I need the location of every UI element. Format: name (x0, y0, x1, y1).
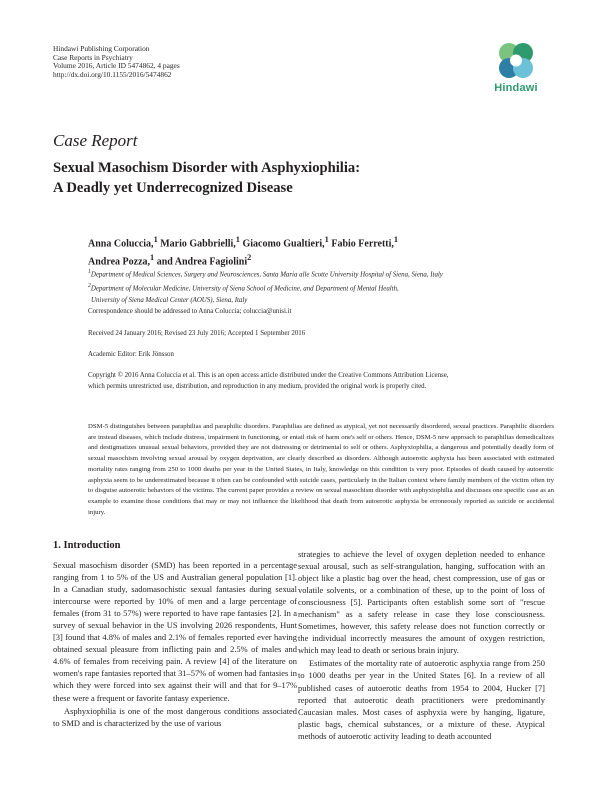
affiliation-2-cont (88, 295, 558, 307)
author-affil-mark: 1 (235, 235, 240, 244)
author-affil-mark: 1 (393, 235, 399, 244)
section-heading: 1. Introduction (53, 540, 121, 551)
author-name: Anna Coluccia, (88, 238, 154, 250)
body-column-left (53, 559, 297, 729)
hindawi-logo-icon (496, 40, 536, 82)
body-paragraph: Estimates of the mortality rate of autoerotic asphyxia range from 250 to 1000 deaths per year in the United States [6]. In a review of all published cases of autoerotic deaths from 1954 to 2004, Hucker [7] reported that autoerotic death practitioners were predominantly Caucasian males. Most cases of asphyxia were by hanging, ligature, plastic bags, chemical substances, or a mixture of these. Atypical methods of autoerotic activity leading to death accounted (298, 658, 545, 741)
affiliation-number: 2 (88, 282, 91, 289)
history-dates: Received 24 January 2016; Revised 23 July 2016; Accepted 1 September 2016 (88, 330, 306, 337)
title-line-2: A Deadly yet Underrecognized Disease (53, 180, 293, 196)
affiliation-text: Department of Medical Sciences, Surgery and Neurosciences, Santa Maria alle Scotte University Hospital of Siena, Siena, Italy (90, 271, 443, 279)
body-paragraph: Asphyxiophilia is one of the most dangerous conditions associated to SMD and is characterized by the use of various (53, 705, 297, 728)
doi-link[interactable]: http://dx.doi.org/10.1155/2016/5474862 (53, 70, 172, 80)
volume-info: Volume 2016, Article ID 5474862, 4 pages (53, 61, 180, 71)
paper-title (53, 158, 533, 198)
author-line-1 (88, 233, 548, 251)
abstract: DSM-5 distinguishes between paraphilias and paraphilic disorders. Paraphilias are defined as atypical, yet not necessarily disordered, sexual practices. Paraphilic disorders are instead diseases, which include distress, impairment in functioning, or entail risk of harm one's self or others. Hence, DSM-5 new approach to paraphilias demedicalizes and destigmatizes unusual sexual behaviors, provided they are not distressing or detrimental to self or others. Asphyxiophilia, a dangerous and potentially deadly form of sexual masochism involving sexual arousal by oxygen deprivation, are clearly described as disorders. Although autoerotic asphyxia has been associated with estimated mortality rates ranging from 250 to 1000 deaths per year in the United States, in Italy, knowledge on this condition is very poor. Episodes of death caused by autoerotic asphyxia seem to be underestimated because it often can be confounded with suicide cases, particularly in the Italian context where family members of the victim often try to disguise autoerotic behaviors of the victims. The current paper provides a review on sexual masochism disorder with asphyxiophilia and discusses one specific case as an example to examine those conditions that may or may not influence the likelihood that death from autoerotic asphyxia be erroneously reported as suicide or accidental injury. (88, 423, 554, 516)
journal-name: Case Reports in Psychiatry (53, 52, 133, 62)
article-type: Case Report (53, 131, 138, 150)
author-name: Giacomo Gualtieri, (239, 238, 325, 250)
logo-text: Hindawi (494, 82, 538, 94)
journal-header (53, 45, 180, 80)
author-affil-mark: 1 (150, 253, 155, 263)
body-paragraph: strategies to achieve the level of oxygen depletion needed to enhance sexual arousal, such as self-strangulation, hanging, suffocation with an object like a plastic bag over the head, chest compression, use of gas or volatile solvents, or a combination of these, up to the point of loss of consciousness [5]. Participants often establish some sort of "rescue mechanism" as a safety release in case they lose consciousness. Sometimes, however, this safety release does not function correctly or the individual incorrectly measures the amount of oxygen restriction, which may lead to death or serious brain injury. (298, 549, 545, 656)
author-list (88, 233, 548, 270)
author-name: Andrea Pozza, (88, 256, 151, 268)
academic-editor: Academic Editor: Erik Jönsson (88, 351, 174, 358)
affiliation-2 (88, 281, 558, 295)
author-affil-mark: 1 (324, 235, 329, 244)
correspondence: Correspondence should be addressed to Anna Coluccia; coluccia@unisi.it (88, 308, 292, 315)
affiliation-text: Department of Molecular Medicine, University of Siena School of Medicine, and Department of Mental Health, (90, 285, 399, 293)
copyright-line-1: Copyright © 2016 Anna Coluccia et al. This is an open access article distributed under the Creative Commons Attribution License, (88, 372, 449, 379)
copyright-line-2: which permits unrestricted use, distribution, and reproduction in any medium, provided the original work is properly cited. (88, 383, 427, 390)
affiliations (88, 267, 558, 306)
affiliation-text: University of Siena Medical Center (AOUS), Siena, Italy (91, 296, 248, 304)
affiliation-number: 1 (88, 269, 91, 275)
body-column-right (298, 548, 545, 742)
author-affil-mark: 1 (153, 235, 158, 244)
title-line-1: Sexual Masochism Disorder with Asphyxiophilia: (53, 160, 361, 176)
author-name: Fabio Ferretti, (328, 238, 394, 250)
author-name: Mario Gabbrielli, (157, 238, 236, 250)
author-affil-mark: 2 (247, 253, 252, 263)
affiliation-1 (88, 267, 558, 281)
hindawi-logo (492, 40, 540, 104)
author-name: and Andrea Fagiolini (154, 256, 248, 268)
publisher-name: Hindawi Publishing Corporation (53, 44, 150, 53)
body-paragraph: Sexual masochism disorder (SMD) has been reported in a percentage ranging from 1 to 5% of the US and Australian general population [1]. In a Canadian study, sadomasochistic sexual fantasies during sexual intercourse were reported by 10% of men and a large percentage of females (from 31 to 57%) were reported to have rape fantasies [2]. In a survey of sexual behavior in the US involving 2026 respondents, Hunt [3] found that 4.8% of males and 2.1% of females reported ever having obtained sexual pleasure from inflicting pain and 2.5% of males and 4.6% of females from receiving pain. A review [4] of the literature on women's rape fantasies reported that 31–57% of women had fantasies in which they were forced into sex against their will and that for 9–17% these were a frequent or favorite fantasy experience. (53, 560, 297, 703)
